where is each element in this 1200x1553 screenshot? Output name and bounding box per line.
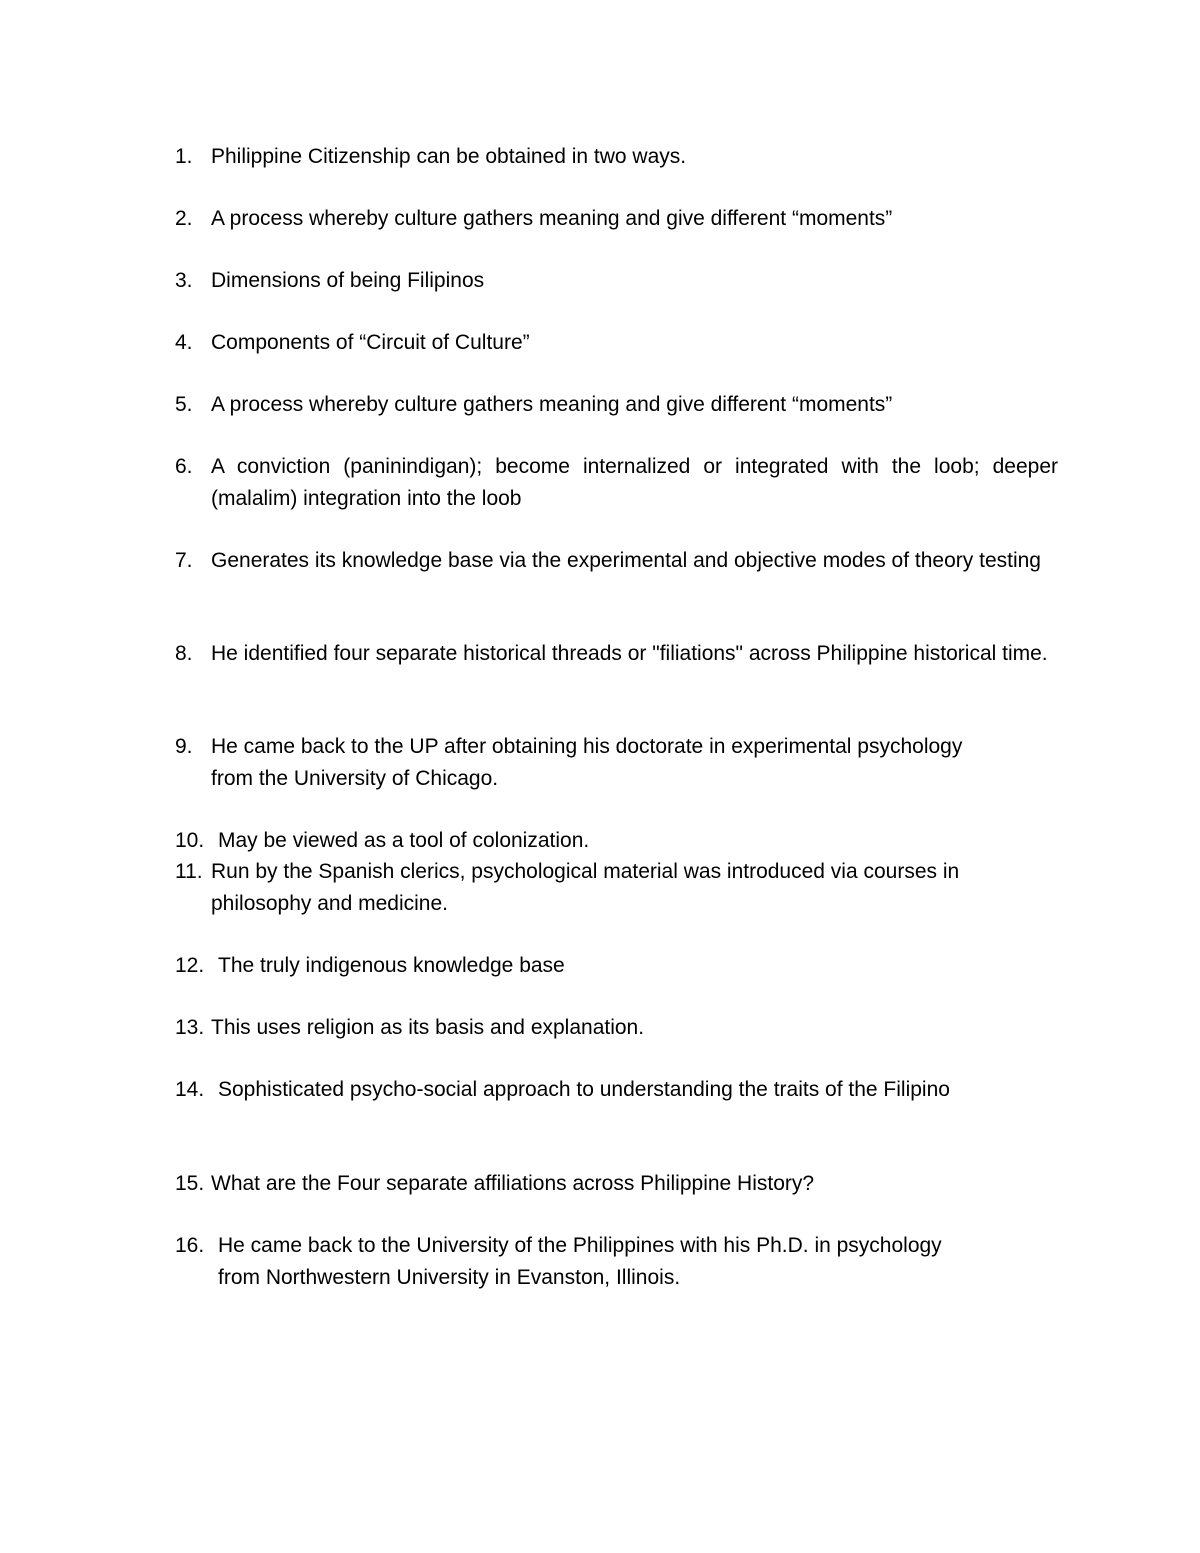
- question-text: He came back to the UP after obtaining his doctorate in experimental psychology from the University of Chicago.: [211, 735, 963, 790]
- question-text: A process whereby culture gathers meaning and give different “moments”: [211, 393, 893, 416]
- question-number: 13.: [175, 1016, 205, 1039]
- question-number: 6.: [175, 455, 193, 478]
- question-number: 3.: [175, 269, 193, 292]
- question-number: 4.: [175, 331, 193, 354]
- question-text: Dimensions of being Filipinos: [211, 269, 485, 292]
- question-text: This uses religion as its basis and explanation.: [211, 1016, 645, 1039]
- question-number: 15.: [175, 1172, 205, 1195]
- question-text: Sophisticated psycho-social approach to understanding the traits of the Filipino: [218, 1078, 950, 1101]
- question-number: 9.: [175, 735, 193, 758]
- question-text: The truly indigenous knowledge base: [218, 954, 565, 977]
- question-number: 10.: [175, 829, 205, 852]
- question-number: 11.: [175, 860, 203, 883]
- question-text: Philippine Citizenship can be obtained in two ways.: [211, 145, 687, 168]
- question-text: May be viewed as a tool of colonization.: [218, 829, 590, 852]
- question-number: 12.: [175, 954, 205, 977]
- question-text: Generates its knowledge base via the experimental and objective modes of theory testing: [211, 549, 1041, 572]
- question-text: He identified four separate historical threads or "filiations" across Philippine historical time.: [211, 642, 1048, 665]
- question-text: Run by the Spanish clerics, psychological material was introduced via courses in philosophy and medicine.: [211, 860, 960, 915]
- question-number: 2.: [175, 207, 193, 230]
- question-number: 8.: [175, 642, 193, 665]
- question-number: 7.: [175, 549, 193, 572]
- question-number: 5.: [175, 393, 193, 416]
- question-number: 16.: [175, 1234, 205, 1257]
- question-text: He came back to the University of the Philippines with his Ph.D. in psychology from Northwestern University in Evanston, Illinois.: [218, 1234, 942, 1289]
- question-text: What are the Four separate affiliations across Philippine History?: [211, 1172, 815, 1195]
- question-text: A conviction (paninindigan); become internalized or integrated with the loob; deeper (malalim) integration into the loob: [211, 455, 1058, 510]
- question-text: Components of “Circuit of Culture”: [211, 331, 530, 354]
- question-number: 1.: [175, 145, 193, 168]
- question-number: 14.: [175, 1078, 205, 1101]
- question-text: A process whereby culture gathers meaning and give different “moments”: [211, 207, 893, 230]
